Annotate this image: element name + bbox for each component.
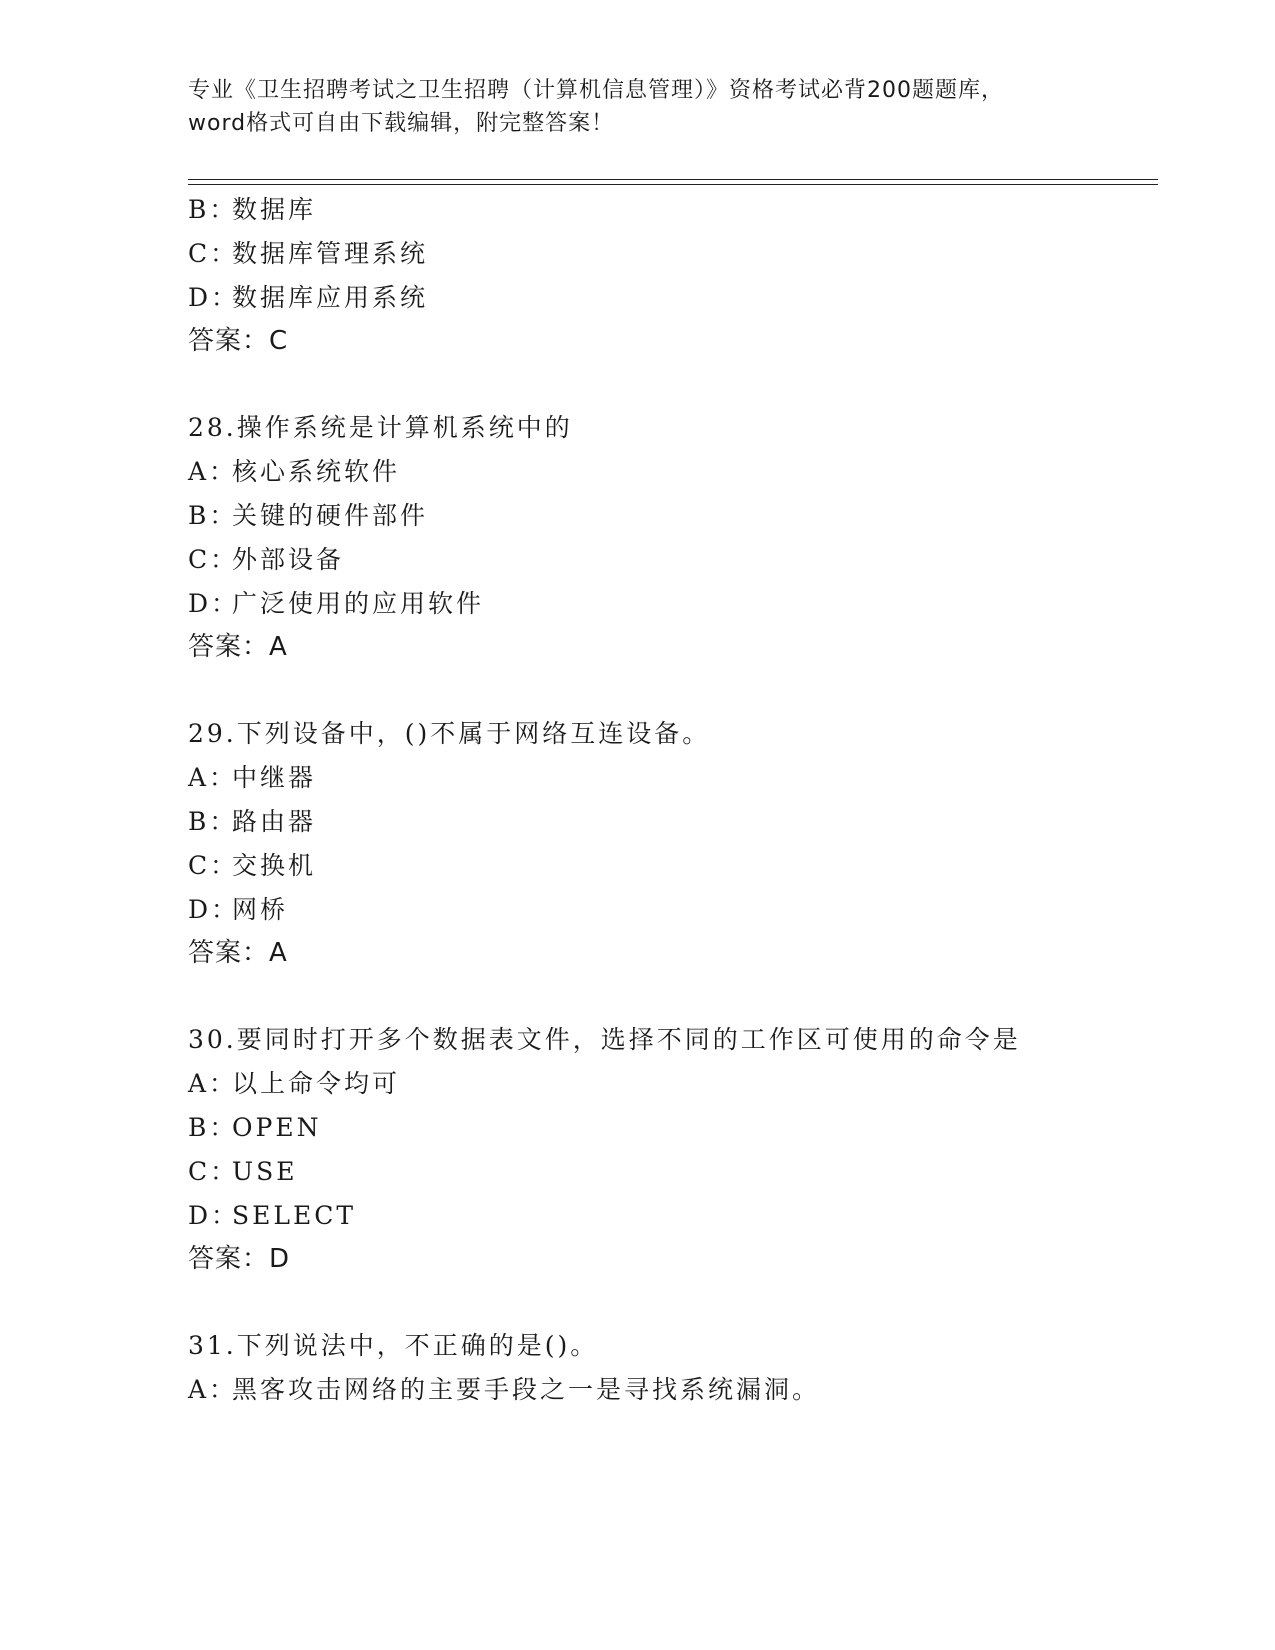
question-29: 29.下列设备中，()不属于网络互连设备。 <box>188 719 711 748</box>
option-text: 网桥 <box>232 895 289 924</box>
option-a <box>188 452 400 488</box>
answer-line: 答案：A <box>188 632 288 662</box>
option-c <box>188 846 316 882</box>
question-28: 28.操作系统是计算机系统中的 <box>188 413 573 442</box>
option-text: 数据库应用系统 <box>232 283 429 312</box>
option-text: 数据库管理系统 <box>232 239 429 268</box>
option-letter: C： <box>188 239 239 268</box>
option-c <box>188 540 344 576</box>
option-letter: A： <box>188 457 238 486</box>
option-b <box>188 802 316 838</box>
option-letter: D： <box>188 283 240 312</box>
option-b <box>188 496 428 532</box>
answer-line: 答案：C <box>188 326 289 356</box>
option-letter: B： <box>188 195 238 224</box>
option-text: 核心系统软件 <box>232 457 401 486</box>
option-letter: C： <box>188 851 239 880</box>
option-text: 黑客攻击网络的主要手段之一是寻找系统漏洞。 <box>232 1375 821 1404</box>
header-line-1: 专业《卫生招聘考试之卫生招聘（计算机信息管理）》资格考试必背200题题库， <box>188 78 1004 103</box>
option-text: OPEN <box>232 1113 322 1142</box>
option-letter: A： <box>188 1069 238 1098</box>
header-divider-top <box>188 179 1158 180</box>
document-header <box>188 74 1088 140</box>
option-text: USE <box>232 1157 298 1186</box>
option-letter: B： <box>188 807 238 836</box>
option-text: 中继器 <box>232 763 317 792</box>
answer-line: 答案：A <box>188 938 288 968</box>
option-d <box>188 278 428 314</box>
option-b <box>188 1108 321 1144</box>
option-d <box>188 890 288 926</box>
option-text: 广泛使用的应用软件 <box>232 589 485 618</box>
header-divider-bottom <box>188 184 1158 185</box>
option-letter: A： <box>188 1375 238 1404</box>
header-line-2: word格式可自由下载编辑，附完整答案！ <box>188 111 615 136</box>
option-letter: C： <box>188 1157 239 1186</box>
option-letter: B： <box>188 501 238 530</box>
option-b <box>188 190 316 226</box>
option-text: 交换机 <box>232 851 317 880</box>
option-text: 数据库 <box>232 195 317 224</box>
option-d <box>188 584 484 620</box>
question-30: 30.要同时打开多个数据表文件，选择不同的工作区可使用的命令是 <box>188 1025 1021 1054</box>
option-text: 关键的硬件部件 <box>232 501 429 530</box>
option-a <box>188 1064 400 1100</box>
option-a <box>188 758 316 794</box>
option-text: 外部设备 <box>232 545 345 574</box>
option-letter: D： <box>188 1201 240 1230</box>
question-31: 31.下列说法中，不正确的是()。 <box>188 1331 599 1360</box>
option-letter: A： <box>188 763 238 792</box>
option-letter: C： <box>188 545 239 574</box>
option-text: 以上命令均可 <box>232 1069 401 1098</box>
answer-line: 答案：D <box>188 1244 291 1274</box>
option-a <box>188 1370 820 1406</box>
option-letter: B： <box>188 1113 238 1142</box>
option-c <box>188 1152 297 1188</box>
option-letter: D： <box>188 589 240 618</box>
option-c <box>188 234 428 270</box>
option-d <box>188 1196 356 1232</box>
option-letter: D： <box>188 895 240 924</box>
option-text: 路由器 <box>232 807 317 836</box>
option-text: SELECT <box>232 1201 357 1230</box>
